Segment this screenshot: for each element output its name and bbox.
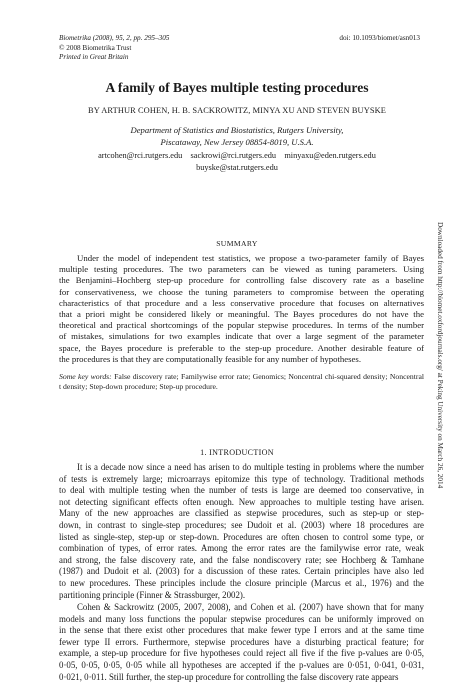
body-line: example, a step-up procedure for five hypotheses could reject all five if the five p-values are 0·05, — [59, 648, 424, 659]
intro-line: to deal with multiple testing when the number of tests is large are deemed too conservative, in — [59, 485, 424, 496]
journal-citation: Biometrika (2008), 95, 2, pp. 295–305 — [59, 34, 170, 42]
keywords-text-1: False discovery rate; Familywise error rate; Genomics; Noncentral chi-squared density; Noncentral — [114, 372, 425, 381]
intro-line: down, in contrast to single-step procedures; see Dudoit et al. (2003) where 18 procedures are — [59, 519, 424, 530]
body-line: models and many loss functions the popular stepwise procedures can be uniformly improved on — [59, 613, 424, 624]
intro-line: and strong, the false discovery rate, and the false nondiscovery rate; see Hochberg & Tamhane — [59, 554, 424, 565]
intro-line: It is a decade now since a need has arisen to do multiple testing in problems where the number — [77, 462, 424, 472]
summary-line: that a priori might be considered likely or meaningful. The Bayes procedures do not have the — [59, 308, 424, 319]
keywords-line-1 — [59, 372, 424, 382]
email-line-2: buyske@stat.rutgers.edu — [196, 163, 278, 172]
body-line: 0·021, 0·011. Still further, the step-up procedure for controlling the false discovery rate appears — [59, 671, 399, 682]
affiliation-department: Department of Statistics and Biostatistics, Rutgers University, — [130, 125, 344, 135]
intro-line: of tests is extremely large; microarrays epitomize this type of technology. Traditional methods — [59, 473, 424, 484]
keywords-text-2: t density; Step-down procedure; Step-up procedure. — [59, 382, 218, 392]
intro-line: combination of types, of error rates. Among the error rates are the familywise error rate, weak — [59, 543, 424, 554]
summary-paragraph — [59, 253, 424, 365]
email-line-1 — [0, 151, 474, 160]
doi-label: doi: 10.1093/biomet/asn013 — [339, 34, 420, 42]
summary-heading: SUMMARY — [216, 239, 258, 248]
intro-line: Many of the new approaches are classified as stepwise procedures, such as step-up or step- — [59, 508, 424, 519]
summary-line: for conservativeness, we choose the tuning parameters to compromise between the operating — [59, 286, 424, 297]
printed-line: Printed in Great Britain — [59, 53, 129, 62]
summary-line: space, the Bayes procedure is preferable to the step-up procedure. Another desirable feature of — [59, 342, 424, 353]
body-line: fewer type II errors. Furthermore, stepwise procedures have a disturbing practical feature; for — [59, 636, 424, 647]
summary-line: Under the model of independent test statistics, we propose a two-parameter family of Bayes — [77, 253, 424, 263]
intro-line: listed as single-step, step-up or step-down. Procedures are often chosen to control some type, or — [59, 531, 424, 542]
download-note: Downloaded from http://biomet.oxfordjournals.org/ at Peking University on March 26, 2014 — [436, 222, 444, 489]
intro-line: not detecting significant effects often enough. New approaches to multiple testing have arisen. — [59, 496, 424, 507]
second-paragraph — [59, 602, 424, 682]
intro-paragraph — [59, 462, 424, 601]
affiliation-address: Piscataway, New Jersey 08854-8019, U.S.A. — [160, 137, 314, 147]
body-line: Cohen & Sackrowitz (2005, 2007, 2008), and Cohen et al. (2007) have shown that for many — [77, 602, 424, 612]
keywords-block — [59, 372, 424, 393]
intro-line: to new procedures. These principles include the closure principle (Marcus et al., 1976) and the — [59, 577, 424, 588]
body-line: in the sense that there exist other procedures that make fewer type I errors and at the same time — [59, 625, 424, 636]
paper-title: A family of Bayes multiple testing procedures — [105, 80, 369, 95]
email-list: artcohen@rci.rutgers.edu sackrowi@rci.rutgers.edu minyaxu@eden.rutgers.edu — [98, 151, 376, 160]
section-heading: 1. INTRODUCTION — [200, 448, 274, 457]
journal-header — [59, 34, 169, 63]
author-list: BY ARTHUR COHEN, H. B. SACKROWITZ, MINYA XU AND STEVEN BUYSKE — [88, 106, 386, 115]
summary-line: multiple testing procedures. The two parameters can be viewed as tuning parameters. Using — [59, 264, 424, 275]
summary-line: of mistakes, simulations for two examples indicate that over a large segment of the parameter — [59, 331, 424, 342]
intro-line: (1987) and Dudoit et al. (2003) for a discussion of these rates. Certain principles have also led — [59, 566, 424, 577]
summary-line: characteristics of that procedure and a less conservative procedure that focuses on alternatives — [59, 297, 424, 308]
keywords-label: Some key words: — [59, 372, 112, 381]
summary-line: the procedures is that they are computationally feasible for any number of hypotheses. — [59, 353, 362, 364]
download-watermark — [432, 222, 444, 562]
body-line: 0·05, 0·05, 0·05, 0·05 while all hypotheses are accepted if the p-values are 0·051, 0·041, 0·031, — [59, 659, 424, 670]
summary-line: theoretical and practical shortcomings of the popular stepwise procedures. In terms of the number — [59, 320, 424, 331]
intro-line: partitioning principle (Finner & Strassburger, 2002). — [59, 589, 246, 600]
summary-line: the Benjamini–Hochberg step-up procedure for controlling false discovery rate as a baseline — [59, 275, 424, 286]
copyright-line: © 2008 Biometrika Trust — [59, 43, 132, 52]
